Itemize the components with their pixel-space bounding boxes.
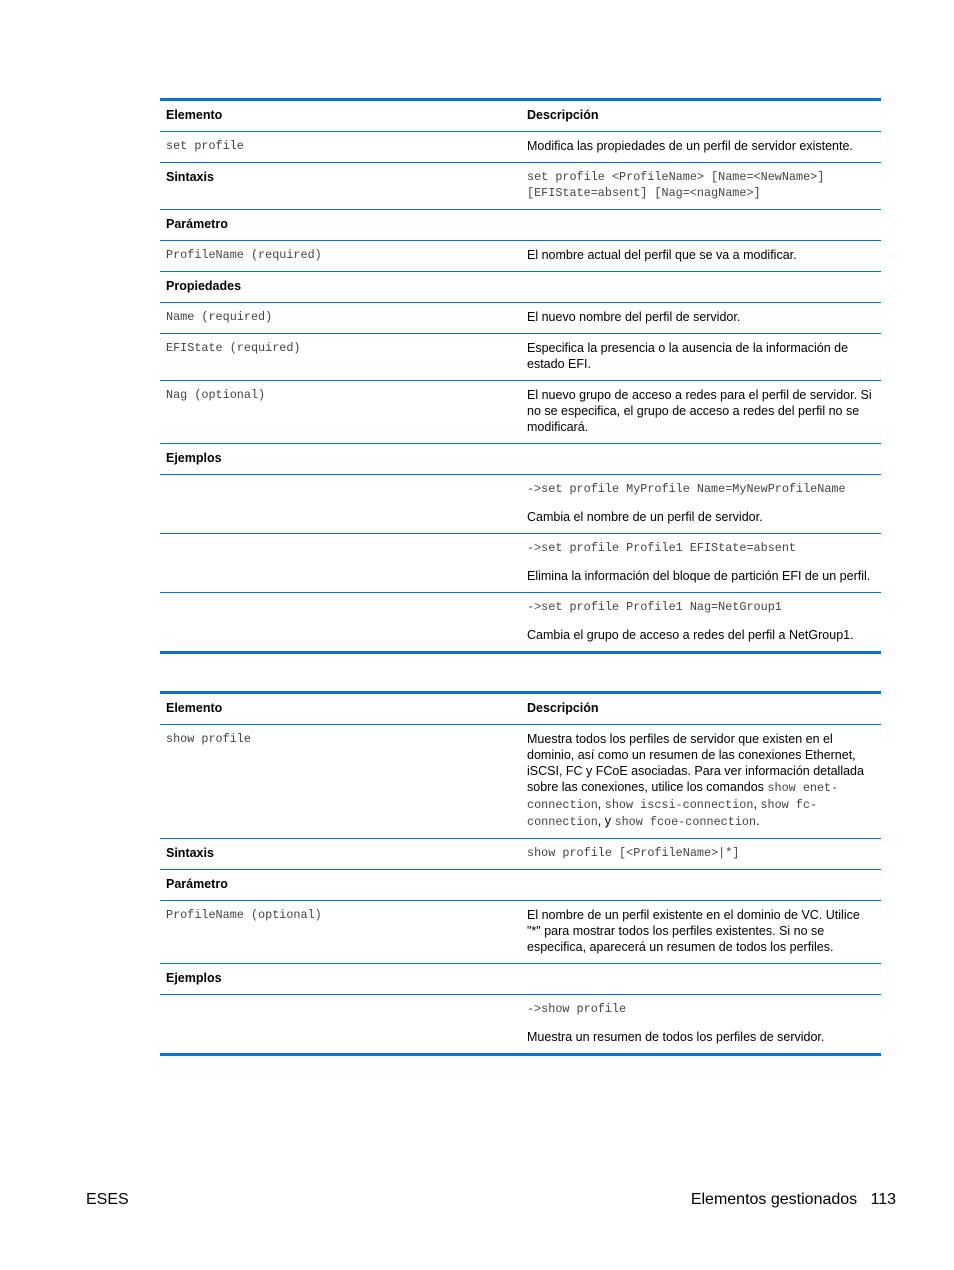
example-command: ->set profile Profile1 EFIState=absent xyxy=(527,541,797,555)
command-description: Modifica las propiedades de un perfil de servidor existente. xyxy=(527,139,853,153)
command-description xyxy=(521,725,881,838)
inline-command: show enet-connection xyxy=(527,781,839,812)
parameter-label: Parámetro xyxy=(166,877,228,891)
example-command: ->set profile MyProfile Name=MyNewProfileName xyxy=(527,482,846,496)
table-row xyxy=(160,271,881,302)
example xyxy=(521,534,881,592)
table-row xyxy=(160,900,881,963)
syntax-label: Sintaxis xyxy=(166,846,214,860)
set-profile-table xyxy=(160,98,881,654)
header-elemento: Elemento xyxy=(166,108,223,122)
footer-section-page: Elementos gestionados 113 xyxy=(690,1191,896,1208)
separator: , xyxy=(753,797,757,811)
table-row xyxy=(160,592,881,651)
footer-language: ESES xyxy=(86,1191,129,1208)
properties-label: Propiedades xyxy=(166,279,242,293)
examples-label: Ejemplos xyxy=(166,451,222,465)
table-row xyxy=(160,725,881,838)
property-name: Nag (optional) xyxy=(166,388,266,402)
table-row xyxy=(160,380,881,443)
table-header xyxy=(160,101,881,132)
separator: , y xyxy=(597,814,611,828)
example-command: ->set profile Profile1 Nag=NetGroup1 xyxy=(527,600,782,614)
description-text: Muestra todos los perfiles de servidor que existen en el dominio, así como un resumen de las conexiones Ethernet, iSCSI, FC y FCoE asociadas. Para ver información detallada sobre las conexiones, utilice los comandos xyxy=(527,732,864,794)
table-row xyxy=(160,333,881,380)
syntax-value xyxy=(521,163,881,209)
example xyxy=(521,593,881,651)
table-row xyxy=(160,302,881,333)
table-row xyxy=(160,474,881,533)
syntax-line: set profile <ProfileName> [Name=<NewName>] xyxy=(527,170,825,184)
header-elemento: Elemento xyxy=(166,701,223,715)
parameter-description: El nombre de un perfil existente en el dominio de VC. Utilice "*" para mostrar todos los perfiles existentes. Si no se especifica, aparecerá un resumen de todos los perfiles. xyxy=(527,908,860,954)
command-name: show profile xyxy=(166,732,251,746)
table-row xyxy=(160,240,881,271)
property-description: El nuevo nombre del perfil de servidor. xyxy=(527,310,741,324)
table-row xyxy=(160,533,881,592)
parameter-name: ProfileName (optional) xyxy=(166,908,322,922)
example-description: Elimina la información del bloque de partición EFI de un perfil. xyxy=(527,569,871,583)
show-profile-table xyxy=(160,691,881,1056)
parameter-description: El nombre actual del perfil que se va a modificar. xyxy=(527,248,797,262)
syntax-label: Sintaxis xyxy=(166,170,214,184)
property-name: Name (required) xyxy=(166,310,273,324)
syntax-line: [EFIState=absent] [Nag=<nagName>] xyxy=(527,186,761,200)
inline-command: show fcoe-connection xyxy=(614,815,757,829)
separator: . xyxy=(756,814,760,828)
table-row xyxy=(160,443,881,474)
header-descripcion: Descripción xyxy=(527,701,599,715)
example-command: ->show profile xyxy=(527,1002,627,1016)
syntax-value: show profile [<ProfileName>|*] xyxy=(527,846,740,860)
table-row xyxy=(160,162,881,209)
example-description: Cambia el grupo de acceso a redes del perfil a NetGroup1. xyxy=(527,628,854,642)
inline-command: show fc-connection xyxy=(527,798,818,829)
table-row xyxy=(160,994,881,1053)
table-row xyxy=(160,963,881,994)
parameter-label: Parámetro xyxy=(166,217,228,231)
example xyxy=(521,475,881,533)
property-name: EFIState (required) xyxy=(166,341,301,355)
property-description: Especifica la presencia o la ausencia de la información de estado EFI. xyxy=(527,341,849,371)
example xyxy=(521,995,881,1053)
parameter-name: ProfileName (required) xyxy=(166,248,322,262)
table-row xyxy=(160,132,881,162)
table-row xyxy=(160,838,881,869)
property-description: El nuevo grupo de acceso a redes para el perfil de servidor. Si no se especifica, el grupo de acceso a redes del perfil no se modificará. xyxy=(527,388,872,434)
table-row xyxy=(160,869,881,900)
separator: , xyxy=(597,797,602,811)
command-name: set profile xyxy=(166,139,244,153)
example-description: Muestra un resumen de todos los perfiles de servidor. xyxy=(527,1030,825,1044)
table-header xyxy=(160,694,881,725)
example-description: Cambia el nombre de un perfil de servidor. xyxy=(527,510,763,524)
header-descripcion: Descripción xyxy=(527,108,599,122)
examples-label: Ejemplos xyxy=(166,971,222,985)
table-row xyxy=(160,209,881,240)
inline-command: show iscsi-connection xyxy=(604,798,754,812)
